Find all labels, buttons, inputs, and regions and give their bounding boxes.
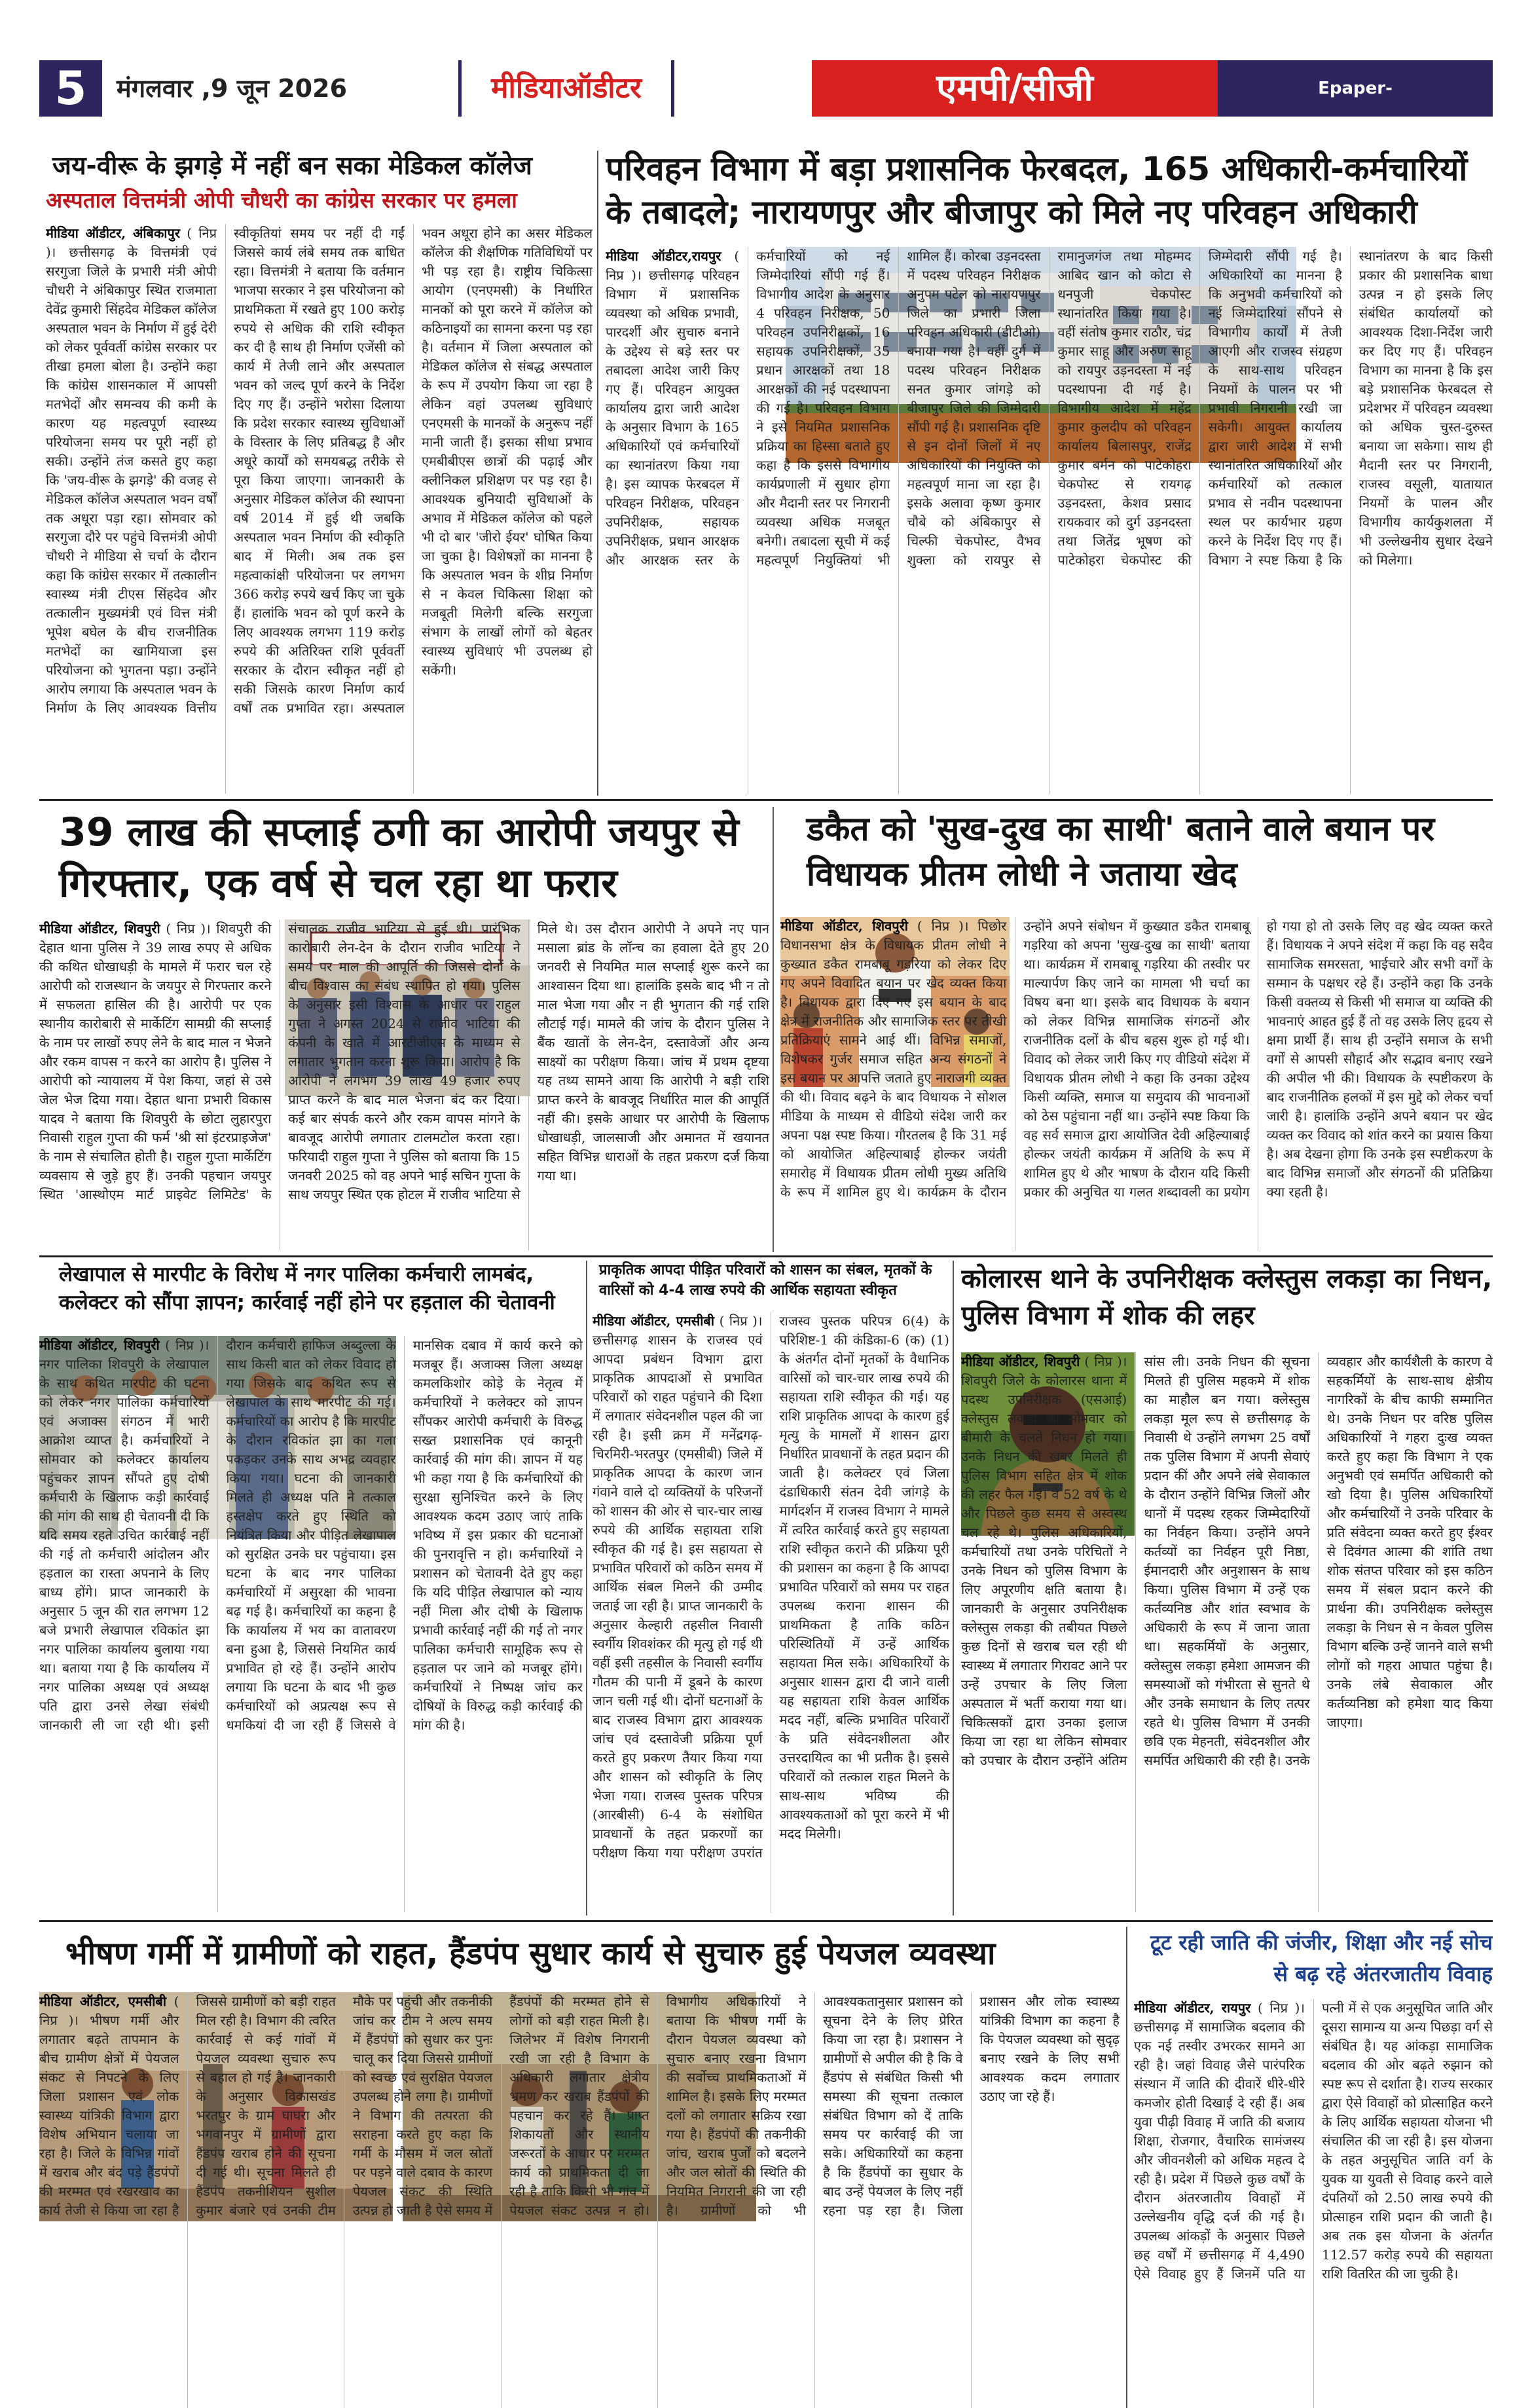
article-body	[1134, 1999, 1493, 2408]
section-divider	[39, 799, 1493, 801]
section-divider	[39, 1920, 1493, 1922]
article-disaster-relief	[593, 1261, 949, 1916]
epaper-link[interactable]: Epaper- dainikmediaauditor.in	[1218, 60, 1493, 117]
dateline: मीडिया ऑडीटर,रायपुर	[606, 248, 721, 264]
body-text: ( निप्र )। छत्तीसगढ़ परिवहन विभाग में प्रशासनिक व्यवस्था को अधिक प्रभावी, पारदर्शी और सुचारु बनाने के उद्देश्य से बड़े स्तर पर तबादला आदेश जारी किए गए हैं। परिवहन आयुक्त कार्यालय द्वारा जारी आदेश के अनुसार विभाग के 165 अधिकारियों एवं कर्मचारियों का स्थानांतरण किया गया है। इस व्यापक फेरबदल में परिवहन निरीक्षक, परिवहन उपनिरीक्षक, सहायक उपनिरीक्षक, प्रधान आरक्षक और आरक्षक स्तर के कर्मचारियों को नई जिम्मेदारियां सौंपी गई हैं। विभागीय आदेश के अनुसार 4 परिवहन निरीक्षक, 50 परिवहन उपनिरीक्षकों, 16 सहायक उपनिरीक्षकों, 35 प्रधान आरक्षकों तथा 18 आरक्षकों की नई पदस्थापना की गई है। परिवहन विभाग ने इसे नियमित प्रशासनिक प्रक्रिया का हिस्सा बताते हुए कहा है कि इससे विभागीय कार्यप्रणाली में सुधार होगा और मैदानी स्तर पर निगरानी व्यवस्था अधिक मजबूत बनेगी। तबादला सूची में कई महत्वपूर्ण नियुक्तियां भी शामिल हैं। कोरबा उड़नदस्ता में पदस्थ परिवहन निरीक्षक अनुपम पटेल को नारायणपुर जिले का प्रभारी जिला परिवहन अधिकारी (डीटीओ) बनाया गया है। वहीं दुर्ग में पदस्थ परिवहन निरीक्षक सनत कुमार जांगड़े को बीजापुर जिले की जिम्मेदारी सौंपी गई है। प्रशासनिक दृष्टि से इन दोनों जिलों में नए अधिकारियों की नियुक्ति को महत्वपूर्ण माना जा रहा है। इसके अलावा कृष्ण कुमार चौबे को अंबिकापुर से चिल्फी चेकपोस्ट, वैभव शुक्ला को रायपुर से रामानुजगंज तथा मोहम्मद आबिद खान को कोटा से धनपुजी चेकपोस्ट स्थानांतरित किया गया है। वहीं संतोष कुमार राठौर, चंद्र कुमार साहू और अरुण साहू को रायपुर उड़नदस्ता में नई पदस्थापना दी गई है। विभागीय आदेश में महेंद्र कुमार कुलदीप को परिवहन कार्यालय बिलासपुर, राजेंद्र कुमार बर्मन को पाटेकोहरा चेकपोस्ट से रायगढ़ उड़नदस्ता, केशव प्रसाद रायकवार को दुर्ग उड़नदस्ता तथा जितेंद्र भूषण को पाटेकोहरा चेकपोस्ट की जिम्मेदारी सौंपी गई है। अधिकारियों का मानना है कि अनुभवी कर्मचारियों को नई जिम्मेदारियां सौंपने से विभागीय कार्यों में तेजी आएगी और राजस्व संग्रहण के साथ-साथ परिवहन नियमों के पालन पर भी प्रभावी निगरानी रखी जा सकेगी। आयुक्त कार्यालय द्वारा जारी आदेश में सभी स्थानांतरित अधिकारियों और कर्मचारियों को तत्काल प्रभाव से नवीन पदस्थापना स्थल पर कार्यभार ग्रहण करने के निर्देश दिए गए हैं। विभाग ने स्पष्ट किया है कि स्थानांतरण के बाद किसी प्रकार की प्रशासनिक बाधा उत्पन्न न हो इसके लिए संबंधित कार्यालयों को आवश्यक दिशा-निर्देश जारी कर दिए गए हैं। परिवहन विभाग का मानना है कि इस बड़े प्रशासनिक फेरबदल से प्रदेशभर में परिवहन व्यवस्था को अधिक चुस्त-दुरुस्त बनाया जा सकेगा। साथ ही मैदानी स्तर पर निगरानी, राजस्व वसूली, यातायात नियमों के पालन और विभागीय कार्यकुशलता में भी उल्लेखनीय सुधार देखने को मिलेगा।	[606, 248, 1493, 568]
article-body	[961, 1352, 1493, 1912]
article-body	[39, 1992, 1120, 2408]
column-divider	[953, 1261, 954, 1916]
headline: 39 लाख की सप्लाई ठगी का आरोपी जयपुर से गिरफ्तार, एक वर्ष से चल रहा था फरार	[59, 809, 739, 906]
article-body	[39, 919, 769, 1250]
article-medical-college	[39, 151, 596, 796]
column-divider	[1126, 1927, 1127, 2408]
dateline: मीडिया ऑडीटर, शिवपुरी	[961, 1354, 1080, 1369]
article-body	[39, 1336, 583, 1912]
article-si-obituary	[961, 1261, 1493, 1916]
headline: लेखापाल से मारपीट के विरोध में नगर पालिका कर्मचारी लामबंद, कलेक्टर को सौंपा ज्ञापन; कार्रवाई नहीं होने पर हड़ताल की चेतावनी	[59, 1263, 555, 1314]
subheadline: अस्पताल वित्तमंत्री ओपी चौधरी का कांग्रेस सरकार पर हमला	[46, 187, 517, 213]
article-accountant-assault	[39, 1261, 583, 1916]
section-divider	[39, 1255, 1493, 1257]
headline: प्राकृतिक आपदा पीड़ित परिवारों को शासन का संबल, मृतकों के वारिसों को 4-4 लाख रुपये की आर्थिक सहायता स्वीकृत	[599, 1262, 932, 1299]
headline: जय-वीरू के झगड़े में नहीं बन सका मेडिकल कॉलेज	[52, 151, 532, 181]
article-mla-regret	[780, 807, 1493, 1252]
brand-logo: मीडियाऑडीटर	[458, 60, 674, 117]
article-body	[593, 1312, 949, 1913]
article-body	[780, 917, 1493, 1251]
issue-date: मंगलवार ,9 जून 2026	[117, 74, 348, 103]
body-text: ( निप्र )। छत्तीसगढ़ के वित्तमंत्री एवं सरगुजा जिले के प्रभारी मंत्री ओपी चौधरी ने अंबिकापुर स्थित राजमाता देवेंद्र कुमारी सिंहदेव मेडिकल कॉलेज अस्पताल भवन के निर्माण में हुई देरी को लेकर पूर्ववर्ती कांग्रेस सरकार पर तीखा हमला बोला है। उन्होंने कहा कि कांग्रेस शासनकाल में आपसी मतभेदों और समन्वय की कमी के कारण यह महत्वपूर्ण स्वास्थ्य परियोजना समय पर पूरी नहीं हो सकी। उन्होंने तंज कसते हुए कहा कि 'जय-वीरू के झगड़े' की वजह से मेडिकल कॉलेज अस्पताल भवन वर्षों तक अधूरा पड़ा रहा। सोमवार को सरगुजा दौरे पर पहुंचे वित्तमंत्री ओपी चौधरी ने मीडिया से चर्चा के दौरान कहा कि कांग्रेस सरकार में तत्कालीन स्वास्थ्य मंत्री टीएस सिंहदेव और तत्कालीन मुख्यमंत्री एवं वित्त मंत्री भूपेश बघेल के बीच राजनीतिक मतभेदों का खामियाजा इस परियोजना को भुगतना पड़ा। उन्होंने आरोप लगाया कि अस्पताल भवन के निर्माण के लिए आवश्यक वित्तीय स्वीकृतियां समय पर नहीं दी गईं जिससे कार्य लंबे समय तक बाधित रहा। वित्तमंत्री ने बताया कि वर्तमान भाजपा सरकार ने इस परियोजना को प्राथमिकता में रखते हुए 100 करोड़ रुपये से अधिक की राशि स्वीकृत कर दी है साथ ही निर्माण एजेंसी को कार्य में तेजी लाने और अस्पताल भवन को जल्द पूर्ण करने के निर्देश दिए गए हैं। उन्होंने भरोसा दिलाया कि प्रदेश सरकार स्वास्थ्य सुविधाओं के विस्तार के लिए प्रतिबद्ध है और अधूरे कार्यों को समयबद्ध तरीके से पूरा किया जाएगा। जानकारी के अनुसार मेडिकल कॉलेज की स्थापना वर्ष 2014 में हुई थी जबकि अस्पताल भवन निर्माण की स्वीकृति बाद में मिली। अब तक इस महत्वाकांक्षी परियोजना पर लगभग 366 करोड़ रुपये खर्च किए जा चुके हैं। हालांकि भवन को पूर्ण करने के लिए आवश्यक लगभग 119 करोड़ रुपये की अतिरिक्त राशि पूर्ववर्ती सरकार के दौरान स्वीकृत नहीं हो सकी जिसके कारण निर्माण कार्य वर्षों तक प्रभावित रहा। अस्पताल भवन अधूरा होने का असर मेडिकल कॉलेज की शैक्षणिक गतिविधियों पर भी पड़ रहा है। राष्ट्रीय चिकित्सा आयोग (एनएमसी) के निर्धारित मानकों को पूरा करने में कॉलेज को कठिनाइयों का सामना करना पड़ रहा है। वर्तमान में जिला अस्पताल को मेडिकल कॉलेज से संबद्ध अस्पताल के रूप में उपयोग किया जा रहा है लेकिन वहां उपलब्ध सुविधाएं एनएमसी के मानकों के अनुरूप नहीं मानी जाती हैं। इसका सीधा प्रभाव एमबीबीएस छात्रों की पढ़ाई और क्लीनिकल प्रशिक्षण पर पड़ रहा है। आवश्यक बुनियादी सुविधाओं के अभाव में मेडिकल कॉलेज को पहले भी दो बार 'जीरो ईयर' घोषित किया जा चुका है। विशेषज्ञों का मानना है कि अस्पताल भवन के शीघ्र निर्माण से न केवल चिकित्सा शिक्षा को मजबूती मिलेगी बल्कि सरगुजा संभाग के लाखों लोगों को बेहतर स्वास्थ्य सुविधाएं भी उपलब्ध हो सकेंगी।	[46, 225, 593, 716]
body-text: ( निप्र )। शिवपुरी जिले के कोलारस थाना में पदस्थ उपनिरीक्षक (एसआई) क्लेस्तुस लकड़ा का सोमवार को बीमारी के चलते निधन हो गया। उनके निधन की खबर मिलते ही पुलिस विभाग सहित क्षेत्र में शोक की लहर फैल गई। वे 52 वर्ष के थे और पिछले कुछ समय से अस्वस्थ चल रहे थे। पुलिस अधिकारियों, कर्मचारियों तथा उनके परिचितों ने उनके निधन को पुलिस विभाग के लिए अपूरणीय क्षति बताया है। जानकारी के अनुसार उपनिरीक्षक क्लेस्तुस लकड़ा की तबीयत पिछले कुछ दिनों से खराब चल रही थी स्वास्थ्य में लगातार गिरावट आने पर उन्हें उपचार के लिए जिला अस्पताल में भर्ती कराया गया था। चिकित्सकों द्वारा उनका इलाज किया जा रहा था लेकिन सोमवार को उपचार के दौरान उन्होंने अंतिम सांस ली। उनके निधन की सूचना मिलते ही पुलिस महकमे में शोक का माहौल बन गया। क्लेस्तुस लकड़ा मूल रूप से छत्तीसगढ़ के निवासी थे उन्होंने लगभग 25 वर्षों तक पुलिस विभाग में अपनी सेवाएं प्रदान कीं और अपने लंबे सेवाकाल के दौरान उन्होंने विभिन्न जिलों और थानों में पदस्थ रहकर जिम्मेदारियों का निर्वहन किया। उन्होंने अपने कर्तव्यों का निर्वहन पूरी निष्ठा, ईमानदारी और अनुशासन के साथ किया। पुलिस विभाग में उन्हें एक कर्तव्यनिष्ठ और शांत स्वभाव के अधिकारी के रूप में जाना जाता था। सहकर्मियों के अनुसार, क्लेस्तुस लकड़ा हमेशा आमजन की समस्याओं को गंभीरता से सुनते थे और उनके समाधान के लिए तत्पर रहते थे। पुलिस विभाग में उनकी छवि एक मेहनती, संवेदनशील और समर्पित अधिकारी की रही है। उनके व्यवहार और कार्यशैली के कारण वे सहकर्मियों के साथ-साथ क्षेत्रीय नागरिकों के बीच काफी सम्मानित थे। उनके निधन पर वरिष्ठ पुलिस अधिकारियों ने गहरा दुःख व्यक्त करते हुए कहा कि विभाग ने एक अनुभवी एवं समर्पित अधिकारी को खो दिया है। पुलिस अधिकारियों और कर्मचारियों ने उनके परिवार के प्रति संवेदना व्यक्त करते हुए ईश्वर से दिवंगत आत्मा की शांति तथा शोक संतप्त परिवार को इस कठिन समय में संबल प्रदान करने की प्रार्थना की। उपनिरीक्षक क्लेस्तुस लकड़ा के निधन से न केवल पुलिस विभाग बल्कि उन्हें जानने वाले सभी लोगों को गहरा आघात पहुंचा है। उनके लंबे सेवाकाल और कर्तव्यनिष्ठा को हमेशा याद किया जाएगा।	[961, 1354, 1493, 1768]
article-handpump-repair	[39, 1927, 1120, 2408]
headline: कोलारस थाने के उपनिरीक्षक क्लेस्तुस लकड़ा का निधन, पुलिस विभाग में शोक की लहर	[961, 1264, 1493, 1331]
article-body	[46, 224, 593, 794]
dateline: मीडिया ऑडीटर, रायपुर	[1134, 2000, 1251, 2016]
body-text: ( निप्र )। छत्तीसगढ़ शासन के राजस्व एवं आपदा प्रबंधन विभाग द्वारा प्राकृतिक आपदाओं से प्रभावित परिवारों को राहत पहुंचाने की दिशा में लगातार संवेदनशील पहल की जा रही है। इसी क्रम में मनेंद्रगढ़-चिरमिरी-भरतपुर (एमसीबी) जिले में प्राकृतिक आपदा के कारण जान गंवाने वाले दो व्यक्तियों के परिजनों को शासन की ओर से चार-चार लाख रुपये की आर्थिक सहायता राशि स्वीकृत की गई है। इस सहायता से प्रभावित परिवारों को कठिन समय में आर्थिक संबल मिलने की उम्मीद जताई जा रही है। प्राप्त जानकारी के अनुसार केल्हारी तहसील निवासी स्वर्गीय शिवशंकर की मृत्यु हो गई थी वहीं इसी तहसील के निवासी स्वर्गीय गौतम की पानी में डूबने के कारण जान चली गई थी। दोनों घटनाओं के बाद राजस्व विभाग द्वारा आवश्यक जांच एवं दस्तावेजी प्रक्रिया पूर्ण करते हुए प्रकरण तैयार किया गया और शासन को स्वीकृति के लिए भेजा गया। राजस्व पुस्तक परिपत्र (आरबीसी) 6-4 के संशोधित प्रावधानों के तहत प्रकरणों का परीक्षण किया गया परीक्षण उपरांत राजस्व पुस्तक परिपत्र 6(4) के परिशिष्ट-1 की कंडिका-6 (क) (1) के अंतर्गत दोनों मृतकों के वैधानिक वारिसों को चार-चार लाख रुपये की सहायता राशि स्वीकृत की गई। यह राशि प्राकृतिक आपदा के कारण हुई मृत्यु के मामलों में शासन द्वारा निर्धारित प्रावधानों के तहत प्रदान की जाती है। कलेक्टर एवं जिला दंडाधिकारी संतन देवी जांगड़े के मार्गदर्शन में राजस्व विभाग ने मामले में त्वरित कार्रवाई करते हुए सहायता राशि स्वीकृत कराने की प्रक्रिया पूरी की प्रशासन का कहना है कि आपदा प्रभावित परिवारों को समय पर राहत उपलब्ध कराना शासन की प्राथमिकता है ताकि कठिन परिस्थितियों में उन्हें आर्थिक सहायता मिल सके। अधिकारियों के अनुसार शासन द्वारा दी जाने वाली यह सहायता राशि केवल आर्थिक मदद नहीं, बल्कि प्रभावित परिवारों के प्रति संवेदनशीलता और उत्तरदायित्व का भी प्रतीक है। इससे परिवारों को तत्काल राहत मिलने के साथ-साथ भविष्य की आवश्यकताओं को पूरा करने में भी मदद मिलेगी।	[593, 1313, 949, 1861]
column-divider	[597, 151, 598, 796]
body-text: ( निप्र )। छत्तीसगढ़ में सामाजिक बदलाव की एक नई तस्वीर उभरकर सामने आ रही है। जहां विवाह जैसे पारंपरिक संस्थान में जाति की दीवारें धीरे-धीरे कमजोर होती दिखाई दे रही हैं। अब युवा पीढ़ी विवाह में जाति की बजाय शिक्षा, रोजगार, वैचारिक सामंजस्य और जीवनशैली को अधिक महत्व दे रही है। प्रदेश में पिछले कुछ वर्षों के दौरान अंतरजातीय विवाहों में उल्लेखनीय वृद्धि दर्ज की गई है। उपलब्ध आंकड़ों के अनुसार पिछले छह वर्षों में छत्तीसगढ़ में 4,490 ऐसे विवाह हुए हैं जिनमें पति या पत्नी में से एक अनुसूचित जाति और दूसरा सामान्य या अन्य पिछड़ा वर्ग से संबंधित है। यह आंकड़ा सामाजिक बदलाव की ओर बढ़ते रुझान को स्पष्ट रूप से दर्शाता है। राज्य सरकार द्वारा ऐसे विवाहों को प्रोत्साहित करने के लिए आर्थिक सहायता योजना भी संचालित की जा रही है। इस योजना के तहत अनुसूचित जाति वर्ग के युवक या युवती से विवाह करने वाले दंपतियों को 2.50 लाख रुपये की प्रोत्साहन राशि प्रदान की जाती है। अब तक इस योजना के अंतर्गत 112.57 करोड़ रुपये की सहायता राशि वितरित की जा चुकी है।	[1134, 2000, 1493, 2282]
headline: डकैत को 'सुख-दुख का साथी' बताने वाले बयान पर विधायक प्रीतम लोधी ने जताया खेद	[807, 810, 1435, 895]
body-text: ( निप्र )। भीषण गर्मी और लगातार बढ़ते तापमान के बीच ग्रामीण क्षेत्रों में पेयजल संकट से निपटने के लिए जिला प्रशासन एवं लोक स्वास्थ्य यांत्रिकी विभाग द्वारा विशेष अभियान चलाया जा रहा है। जिले के विभिन्न गांवों में खराब और बंद पड़े हैंडपंपों की मरम्मत एवं रखरखाव का कार्य तेजी से किया जा रहा है जिससे ग्रामीणों को बड़ी राहत मिल रही है। विभाग की त्वरित कार्रवाई से कई गांवों में पेयजल व्यवस्था सुचारु रूप से बहाल हो गई है। जानकारी के अनुसार विकासखंड भरतपुर के ग्राम घाघरा और भगवानपुर में ग्रामीणों द्वारा हैंडपंप खराब होने की सूचना दी गई थी। सूचना मिलते ही हैंडपंप तकनीशियन सुशील कुमार बंजारे एवं उनकी टीम मौके पर पहुंची और तकनीकी जांच कर टीम ने अल्प समय में हैंडपंपों को सुधार कर पुनः चालू कर दिया जिससे ग्रामीणों को स्वच्छ एवं सुरक्षित पेयजल उपलब्ध होने लगा है। ग्रामीणों ने विभाग की तत्परता की सराहना करते हुए कहा कि गर्मी के मौसम में जल स्रोतों पर पड़ने वाले दबाव के कारण पेयजल संकट की स्थिति उत्पन्न हो जाती है ऐसे समय में हैंडपंपों की मरम्मत होने से लोगों को बड़ी राहत मिली है। जिलेभर में विशेष निगरानी रखी जा रही है विभाग के अधिकारी लगातार क्षेत्रीय भ्रमण कर खराब हैंडपंपों की पहचान कर रहे हैं। प्राप्त शिकायतों और स्थानीय जरूरतों के आधार पर मरम्मत कार्य को प्राथमिकता दी जा रही है ताकि किसी भी गांव में पेयजल संकट उत्पन्न न हो। विभागीय अधिकारियों ने बताया कि भीषण गर्मी के दौरान पेयजल व्यवस्था को सुचारु बनाए रखना विभाग की सर्वोच्च प्राथमिकताओं में शामिल है। इसके लिए मरम्मत दलों को लगातार सक्रिय रखा गया है। हैंडपंपों की तकनीकी जांच, खराब पुर्जों को बदलने और जल स्रोतों की स्थिति की नियमित निगरानी की जा रही है। ग्रामीणों को भी आवश्यकतानुसार प्रशासन को सूचना देने के लिए प्रेरित किया जा रहा है। प्रशासन ने ग्रामीणों से अपील की है कि वे हैंडपंप से संबंधित किसी भी समस्या की सूचना तत्काल संबंधित विभाग को दें ताकि समय पर कार्रवाई की जा सके। अधिकारियों का कहना है कि हैंडपंपों का सुधार के बाद उन्हें पेयजल के लिए नहीं रहना पड़ रहा है। जिला प्रशासन और लोक स्वास्थ्य यांत्रिकी विभाग का कहना है कि पेयजल व्यवस्था को सुदृढ़ बनाए रखने के लिए सभी आवश्यक कदम लगातार उठाए जा रहे हैं।	[39, 1993, 1120, 2218]
article-body	[606, 247, 1493, 794]
dateline: मीडिया ऑडीटर, एमसीबी	[593, 1313, 714, 1329]
article-intercaste-marriage	[1134, 1927, 1493, 2408]
masthead	[39, 60, 1493, 155]
page-number: 5	[39, 60, 102, 117]
dateline: मीडिया ऑडीटर, एमसीबी	[39, 1993, 167, 2009]
article-transport-transfers	[606, 147, 1493, 796]
headline: भीषण गर्मी में ग्रामीणों को राहत, हैंडपंप सुधार कार्य से सुचारु हुई पेयजल व्यवस्था	[65, 1935, 996, 1972]
section-label: एमपी/सीजी	[812, 60, 1218, 117]
dateline: मीडिया ऑडीटर, अंबिकापुर	[46, 225, 181, 241]
headline: परिवहन विभाग में बड़ा प्रशासनिक फेरबदल, 165 अधिकारी-कर्मचारियों के तबादले; नारायणपुर और बीजापुर को मिले नए परिवहन अधिकारी	[606, 150, 1468, 231]
column-divider	[773, 807, 774, 1252]
article-supply-fraud-arrest	[39, 807, 769, 1252]
headline: टूट रही जाति की जंजीर, शिक्षा और नई सोच से बढ़ रहे अंतरजातीय विवाह	[1150, 1930, 1493, 1986]
body-text: ( निप्र )। नगर पालिका शिवपुरी के लेखापाल के साथ कथित मारपीट की घटना को लेकर नगर पालिका कर्मचारियों एवं अजाक्स संगठन में भारी आक्रोश व्याप्त है। कर्मचारियों ने सोमवार को कलेक्टर कार्यालय पहुंचकर ज्ञापन सौंपते हुए दोषी कर्मचारी के खिलाफ कड़ी कार्रवाई की मांग की साथ ही चेतावनी दी कि यदि समय रहते उचित कार्रवाई नहीं की गई तो कर्मचारी आंदोलन और हड़ताल का रास्ता अपनाने के लिए बाध्य होंगे। प्राप्त जानकारी के अनुसार 5 जून की रात लगभग 12 बजे प्रभारी लेखापाल रविकांत झा नगर पालिका कार्यालय बुलाया गया था। बताया गया है कि कार्यालय में नगर पालिका अध्यक्ष एवं अध्यक्ष पति द्वारा उनसे लेखा संबंधी जानकारी ली जा रही थी। इसी दौरान कर्मचारी हाफिज अब्दुल्ला के साथ किसी बात को लेकर विवाद हो गया जिसके बाद कथित रूप से लेखापाल के साथ मारपीट की गई। कर्मचारियों का आरोप है कि मारपीट के दौरान रविकांत झा का गला पकड़कर उनके साथ अभद्र व्यवहार किया गया। घटना की जानकारी मिलते ही अध्यक्ष पति ने तत्काल हस्तक्षेप करते हुए स्थिति को नियंत्रित किया और पीड़ित लेखापाल को सुरक्षित उनके घर पहुंचाया। इस घटना के बाद नगर पालिका कर्मचारियों में असुरक्षा की भावना बढ़ गई है। कर्मचारियों का कहना है कि कार्यालय में भय का वातावरण बना हुआ है, जिससे नियमित कार्य प्रभावित हो रहे हैं। उन्होंने आरोप लगाया कि घटना के बाद भी कुछ कर्मचारियों को अप्रत्यक्ष रूप से धमकियां दी जा रही हैं जिससे वे मानसिक दबाव में कार्य करने को मजबूर हैं। अजाक्स जिला अध्यक्ष कमलकिशोर कोड़े के नेतृत्व में कर्मचारियों ने कलेक्टर को ज्ञापन सौंपकर आरोपी कर्मचारी के विरुद्ध सख्त प्रशासनिक एवं कानूनी कार्रवाई की मांग की। ज्ञापन में यह भी कहा गया है कि कर्मचारियों की सुरक्षा सुनिश्चित करने के लिए आवश्यक कदम उठाए जाएं ताकि भविष्य में इस प्रकार की घटनाओं की पुनरावृत्ति न हो। कर्मचारियों ने प्रशासन को चेतावनी देते हुए कहा कि यदि पीड़ित लेखापाल को न्याय नहीं मिला और दोषी के खिलाफ प्रभावी कार्रवाई नहीं की गई तो नगर पालिका कर्मचारी सामूहिक रूप से हड़ताल पर जाने को मजबूर होंगे। कर्मचारियों ने निष्पक्ष जांच कर दोषियों के विरुद्ध कड़ी कार्रवाई की मांग की है।	[39, 1337, 583, 1733]
dateline: मीडिया ऑडीटर, शिवपुरी	[780, 918, 908, 934]
dateline: मीडिया ऑडीटर, शिवपुरी	[39, 921, 160, 936]
column-divider	[586, 1261, 587, 1916]
body-text: ( निप्र )। पिछोर विधानसभा क्षेत्र के विधायक प्रीतम लोधी ने कुख्यात डकैत रामबाबू गड़रिया को लेकर दिए गए अपने विवादित बयान पर खेद व्यक्त किया है। विधायक द्वारा दिए गए इस बयान के बाद क्षेत्र में राजनीतिक और सामाजिक स्तर पर तीखी प्रतिक्रियाएं सामने आई थीं। विभिन्न समाजों, विशेषकर गुर्जर समाज सहित अन्य संगठनों ने इस बयान पर आपत्ति जताते हुए नाराजगी व्यक्त की थी। विवाद बढ़ने के बाद विधायक ने सोशल मीडिया के माध्यम से वीडियो संदेश जारी कर अपना पक्ष स्पष्ट किया। गौरतलब है कि 31 मई को आयोजित अहिल्याबाई होल्कर जयंती समारोह में विधायक प्रीतम लोधी मुख्य अतिथि के रूप में शामिल हुए थे। कार्यक्रम के दौरान उन्होंने अपने संबोधन में कुख्यात डकैत रामबाबू गड़रिया को अपना 'सुख-दुख का साथी' बताया था। कार्यक्रम में रामबाबू गड़रिया की तस्वीर पर माल्यार्पण किए जाने का मामला भी चर्चा का विषय बना था। इसके बाद विधायक के बयान को लेकर विभिन्न सामाजिक संगठनों और राजनीतिक दलों के बीच बहस शुरू हो गई थी। विवाद को लेकर जारी किए गए वीडियो संदेश में विधायक प्रीतम लोधी ने कहा कि उनका उद्देश्य किसी व्यक्ति, समाज या समुदाय की भावनाओं को ठेस पहुंचाना नहीं था। उन्होंने स्पष्ट किया कि वह सर्व समाज द्वारा आयोजित देवी अहिल्याबाई होल्कर जयंती कार्यक्रम में अतिथि के रूप में शामिल हुए थे और भाषण के दौरान यदि किसी प्रकार की अनुचित या गलत शब्दावली का प्रयोग हो गया हो तो उसके लिए वह खेद व्यक्त करते हैं। विधायक ने अपने संदेश में कहा कि वह सदैव सामाजिक समरसता, भाईचारे और सभी वर्गों के सम्मान के पक्षधर रहे हैं। उन्होंने कहा कि उनके किसी वक्तव्य से किसी भी समाज या व्यक्ति की भावनाएं आहत हुई हैं तो वह उसके लिए हृदय से क्षमा प्रार्थी हैं। साथ ही उन्होंने समाज के सभी वर्गों से आपसी सौहार्द और सद्भाव बनाए रखने की अपील भी की। विधायक के स्पष्टीकरण के बाद राजनीतिक हलकों में इस मुद्दे को लेकर चर्चा जारी है। हालांकि उन्होंने अपने बयान पर खेद व्यक्त कर विवाद को शांत करने का प्रयास किया है। अब देखना होगा कि उनके इस स्पष्टीकरण के बाद विभिन्न समाजों और संगठनों की प्रतिक्रिया क्या रहती है।	[780, 918, 1493, 1200]
body-text: ( निप्र )। शिवपुरी की देहात थाना पुलिस ने 39 लाख रुपए से अधिक की कथित धोखाधड़ी के मामले में फरार चल रहे आरोपी को राजस्थान के जयपुर से गिरफ्तार करने में सफलता हासिल की है। आरोपी पर एक स्थानीय कारोबारी से मार्केटिंग सामग्री की सप्लाई के नाम पर लाखों रुपए लेने के बाद माल न भेजने और रकम वापस न करने का आरोप है। पुलिस ने आरोपी को न्यायालय में पेश किया, जहां से उसे जेल भेज दिया गया। देहात थाना प्रभारी विकास यादव ने बताया कि शिवपुरी के छोटा लुहारपुरा निवासी राहुल गुप्ता की फर्म 'श्री सां इंटरप्राइजेज' के नाम से संचालित होती है। राहुल गुप्ता मार्केटिंग व्यवसाय से जुड़े हुए हैं। उनकी पहचान जयपुर स्थित 'आस्थोएम मार्ट प्राइवेट लिमिटेड' के संचालक राजीव भाटिया से हुई थी। प्रारंभिक कारोबारी लेन-देन के दौरान राजीव भाटिया ने समय पर माल की आपूर्ति की जिससे दोनों के बीच विश्वास का संबंध स्थापित हो गया। पुलिस के अनुसार इसी विश्वास के आधार पर राहुल गुप्ता ने अगस्त 2024 से राजीव भाटिया की कंपनी के खाते में आरटीजीएस के माध्यम से लगातार भुगतान करना शुरू किया। आरोप है कि आरोपी ने लगभग 39 लाख 49 हजार रुपए प्राप्त करने के बाद माल भेजना बंद कर दिया। कई बार संपर्क करने और रकम वापस मांगने के बावजूद आरोपी लगातार टालमटोल करता रहा। फरियादी राहुल गुप्ता ने पुलिस को बताया कि 15 जनवरी 2025 को वह अपने भाई सचिन गुप्ता के साथ जयपुर स्थित एक होटल में राजीव भाटिया से मिले थे। उस दौरान आरोपी ने अपने नए पान मसाला ब्रांड के लॉन्च का हवाला देते हुए 20 जनवरी से नियमित माल सप्लाई शुरू करने का आश्वासन दिया था। हालांकि इसके बाद भी न तो माल भेजा गया और न ही भुगतान की गई राशि लौटाई गई। मामले की जांच के दौरान पुलिस ने बैंक खातों के लेन-देन, दस्तावेजों और अन्य साक्ष्यों का परीक्षण किया। जांच में प्रथम दृष्टया यह तथ्य सामने आया कि आरोपी ने बड़ी राशि प्राप्त करने के बावजूद निर्धारित माल की आपूर्ति नहीं की। इसके आधार पर आरोपी के खिलाफ धोखाधड़ी, जालसाजी और अमानत में खयानत सहित विभिन्न धाराओं के तहत प्रकरण दर्ज किया गया था।	[39, 921, 769, 1202]
dateline: मीडिया ऑडीटर, शिवपुरी	[39, 1337, 160, 1353]
